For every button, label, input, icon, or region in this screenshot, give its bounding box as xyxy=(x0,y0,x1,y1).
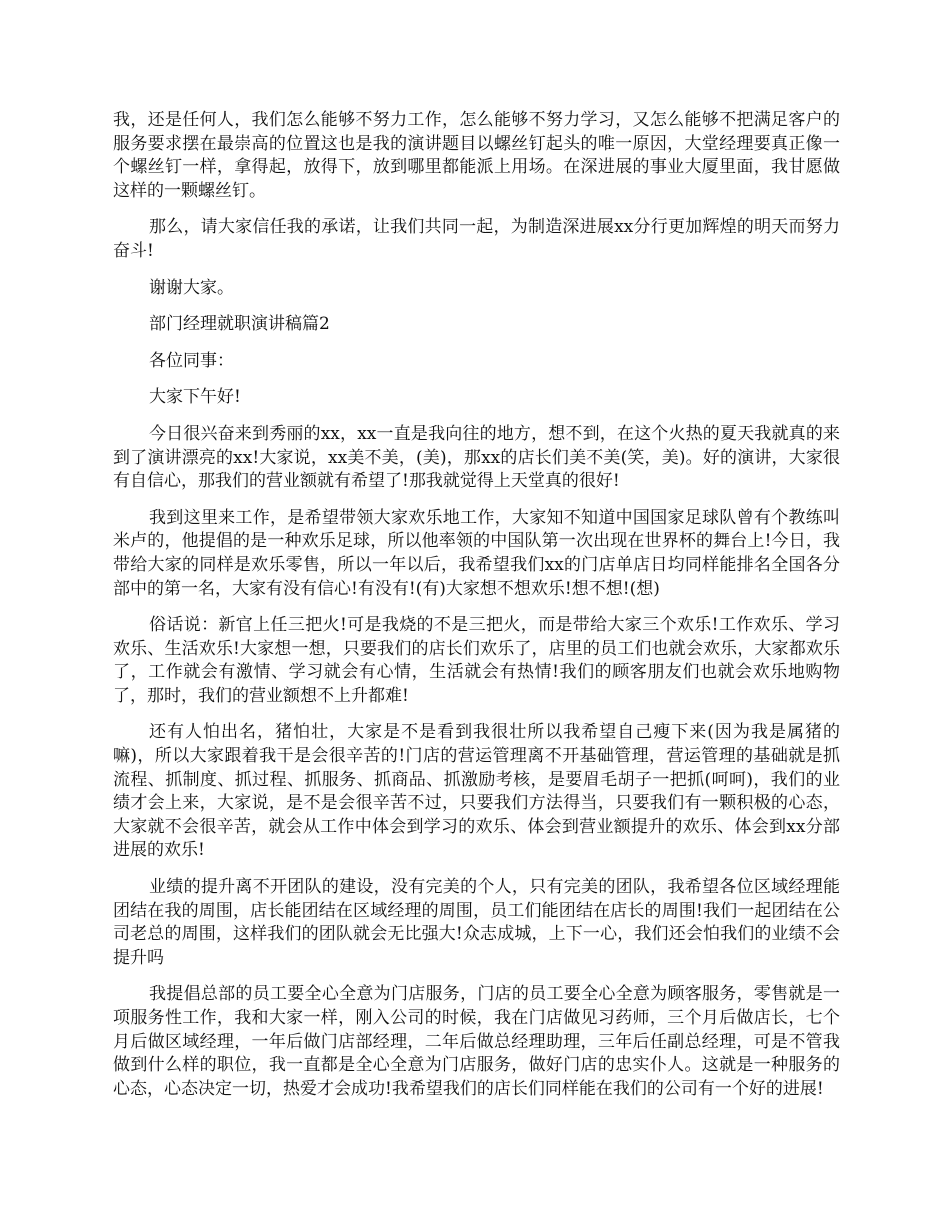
paragraph: 我提倡总部的员工要全心全意为门店服务，门店的员工要全心全意为顾客服务，零售就是一项服务性工作，我和大家一样，刚入公司的时候，我在门店做见习药师，三个月后做店长，七个月后做区域经理，一年后做门店部经理，二年后做总经理助理，三年后任副总经理，可是不管我做到什么样的职位，我一直都是全心全意为门店服务，做好门店的忠实仆人。这就是一种服务的心态，心态决定一切，热爱才会成功!我希望我们的店长们同样能在我们的公司有一个好的进展! xyxy=(113,984,840,1099)
salutation: 各位同事： xyxy=(149,350,234,371)
paragraph: 我，还是任何人，我们怎么能够不努力工作，怎么能够不努力学习，又怎么能够不把满足客户的服务要求摆在最崇高的位置这也是我的演讲题目以螺丝钉起头的唯一原因，大堂经理要真正像一个螺丝钉一样，拿得起，放得下，放到哪里都能派上用场。在深进展的事业大厦里面，我甘愿做这样的一颗螺丝钉。 xyxy=(113,110,840,201)
paragraph: 还有人怕出名，猪怕壮，大家是不是看到我很壮所以我希望自己瘦下来(因为我是属猪的嘛)，所以大家跟着我干是会很辛苦的!门店的营运管理离不开基础管理，营运管理的基础就是抓流程、抓制度、抓过程、抓服务、抓商品、抓激励考核，是要眉毛胡子一把抓(呵呵)，我们的业绩才会上来，大家说，是不是会很辛苦不过，只要我们方法得当，只要我们有一颗积极的心态，大家就不会很辛苦，就会从工作中体会到学习的欢乐、体会到营业额提升的欢乐、体会到xx分部进展的欢乐! xyxy=(113,722,840,861)
closing-line: 谢谢大家。 xyxy=(149,277,234,298)
section-title: 部门经理就职演讲稿篇2 xyxy=(149,314,330,335)
paragraph: 那么，请大家信任我的承诺，让我们共同一起，为制造深进展xx分行更加辉煌的明天而努力奋斗! xyxy=(113,217,840,261)
document-body xyxy=(113,109,840,1114)
greeting: 大家下午好! xyxy=(149,387,241,408)
paragraph: 我到这里来工作，是希望带领大家欢乐地工作，大家知不知道中国国家足球队曾有个教练叫米卢的，他提倡的是一种欢乐足球，所以他率领的中国队第一次出现在世界杯的舞台上!今日，我带给大家的同样是欢乐零售，所以一年以后，我希望我们xx的门店单店日均同样能排名全国各分部中的第一名，大家有没有信心!有没有!(有)大家想不想欢乐!想不想!(想) xyxy=(113,507,840,599)
paragraph: 业绩的提升离不开团队的建设，没有完美的个人，只有完美的团队，我希望各位区域经理能团结在我的周围，店长能团结在区域经理的周围，员工们能团结在店长的周围!我们一起团结在公司老总的周围，这样我们的团队就会无比强大!众志成城，上下一心，我们还会怕我们的业绩不会提升吗 xyxy=(113,877,840,968)
paragraph: 俗话说：新官上任三把火!可是我烧的不是三把火，而是带给大家三个欢乐!工作欢乐、学习欢乐、生活欢乐!大家想一想，只要我们的店长们欢乐了，店里的员工们也就会欢乐，大家都欢乐了，工作就会有激情、学习就会有心情，生活就会有热情!我们的顾客朋友们也就会欢乐地购物了，那时，我们的营业额想不上升都难! xyxy=(113,615,840,706)
paragraph: 今日很兴奋来到秀丽的xx，xx一直是我向往的地方，想不到，在这个火热的夏天我就真的来到了演讲漂亮的xx!大家说，xx美不美，(美)，那xx的店长们美不美(笑，美)。好的演讲，大家很有自信心，那我们的营业额就有希望了!那我就觉得上天堂真的很好! xyxy=(113,423,840,492)
